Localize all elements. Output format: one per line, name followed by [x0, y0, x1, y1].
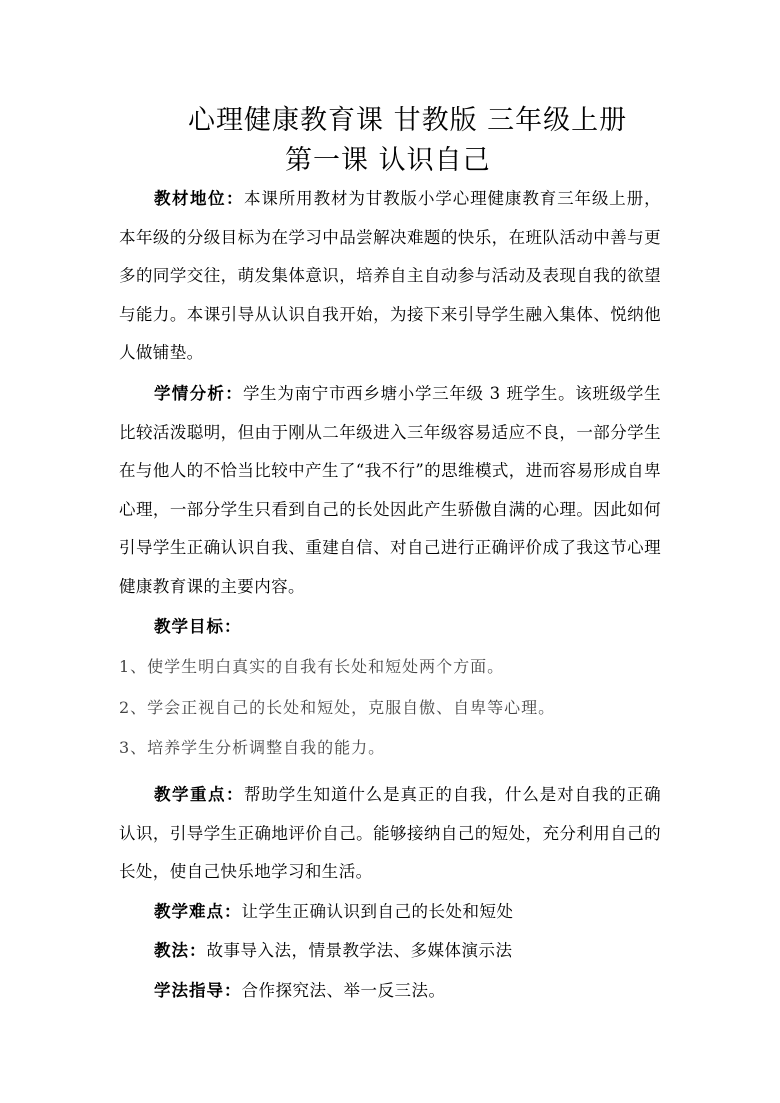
textbook-position-paragraph	[119, 180, 661, 373]
key-points-paragraph	[119, 776, 661, 892]
teaching-goal-item: 3、培养学生分析调整自我的能力。	[119, 738, 386, 757]
difficulties-label: 教学难点：	[154, 902, 242, 921]
difficulties-line	[154, 897, 514, 927]
learning-guide-label: 学法指导：	[154, 981, 242, 1000]
methods-text: 故事导入法，情景教学法、多媒体演示法	[206, 941, 513, 960]
methods-label: 教法：	[154, 941, 207, 960]
document-title: 心理健康教育课 甘教版 三年级上册	[188, 105, 628, 136]
teaching-goals-heading: 教学目标：	[154, 617, 242, 636]
learning-guide-line	[154, 976, 446, 1006]
learning-guide-text: 合作探究法、举一反三法。	[241, 981, 446, 1000]
methods-line	[154, 936, 513, 966]
textbook-position-text: 本课所用教材为甘教版小学心理健康教育三年级上册，本年级的分级目标为在学习中品尝解决难题的快乐，在班队活动中善与更多的同学交往，萌发集体意识，培养自主自动参与活动及表现自我的欲望与能力。本课引导从认识自我开始，为接下来引导学生融入集体、悦纳他人做铺垫。	[119, 189, 661, 362]
teaching-goal-item: 2、学会正视自己的长处和短处，克服自傲、自卑等心理。	[119, 698, 556, 717]
textbook-position-label: 教材地位：	[154, 189, 244, 208]
key-points-label: 教学重点：	[154, 785, 244, 804]
lesson-title: 第一课 认识自己	[285, 145, 491, 176]
student-analysis-text: 学生为南宁市西乡塘小学三年级 3 班学生。该班级学生比较活泼聪明，但由于刚从二年级进入三年级容易适应不良，一部分学生在与他人的不恰当比较中产生了“我不行”的思维模式，进而容易形成自卑心理，一部分学生只看到自己的长处因此产生骄傲自满的心理。因此如何引导学生正确认识自我、重建自信、对自己进行正确评价成了我这节心理健康教育课的主要内容。	[119, 384, 661, 596]
key-points-text: 帮助学生知道什么是真正的自我，什么是对自我的正确认识，引导学生正确地评价自己。能够接纳自己的短处，充分利用自己的长处，使自己快乐地学习和生活。	[119, 785, 661, 881]
difficulties-text: 让学生正确认识到自己的长处和短处	[241, 902, 514, 921]
student-analysis-label: 学情分析：	[154, 384, 243, 403]
teaching-goal-item: 1、使学生明白真实的自我有长处和短处两个方面。	[119, 657, 505, 676]
student-analysis-paragraph	[119, 375, 661, 606]
